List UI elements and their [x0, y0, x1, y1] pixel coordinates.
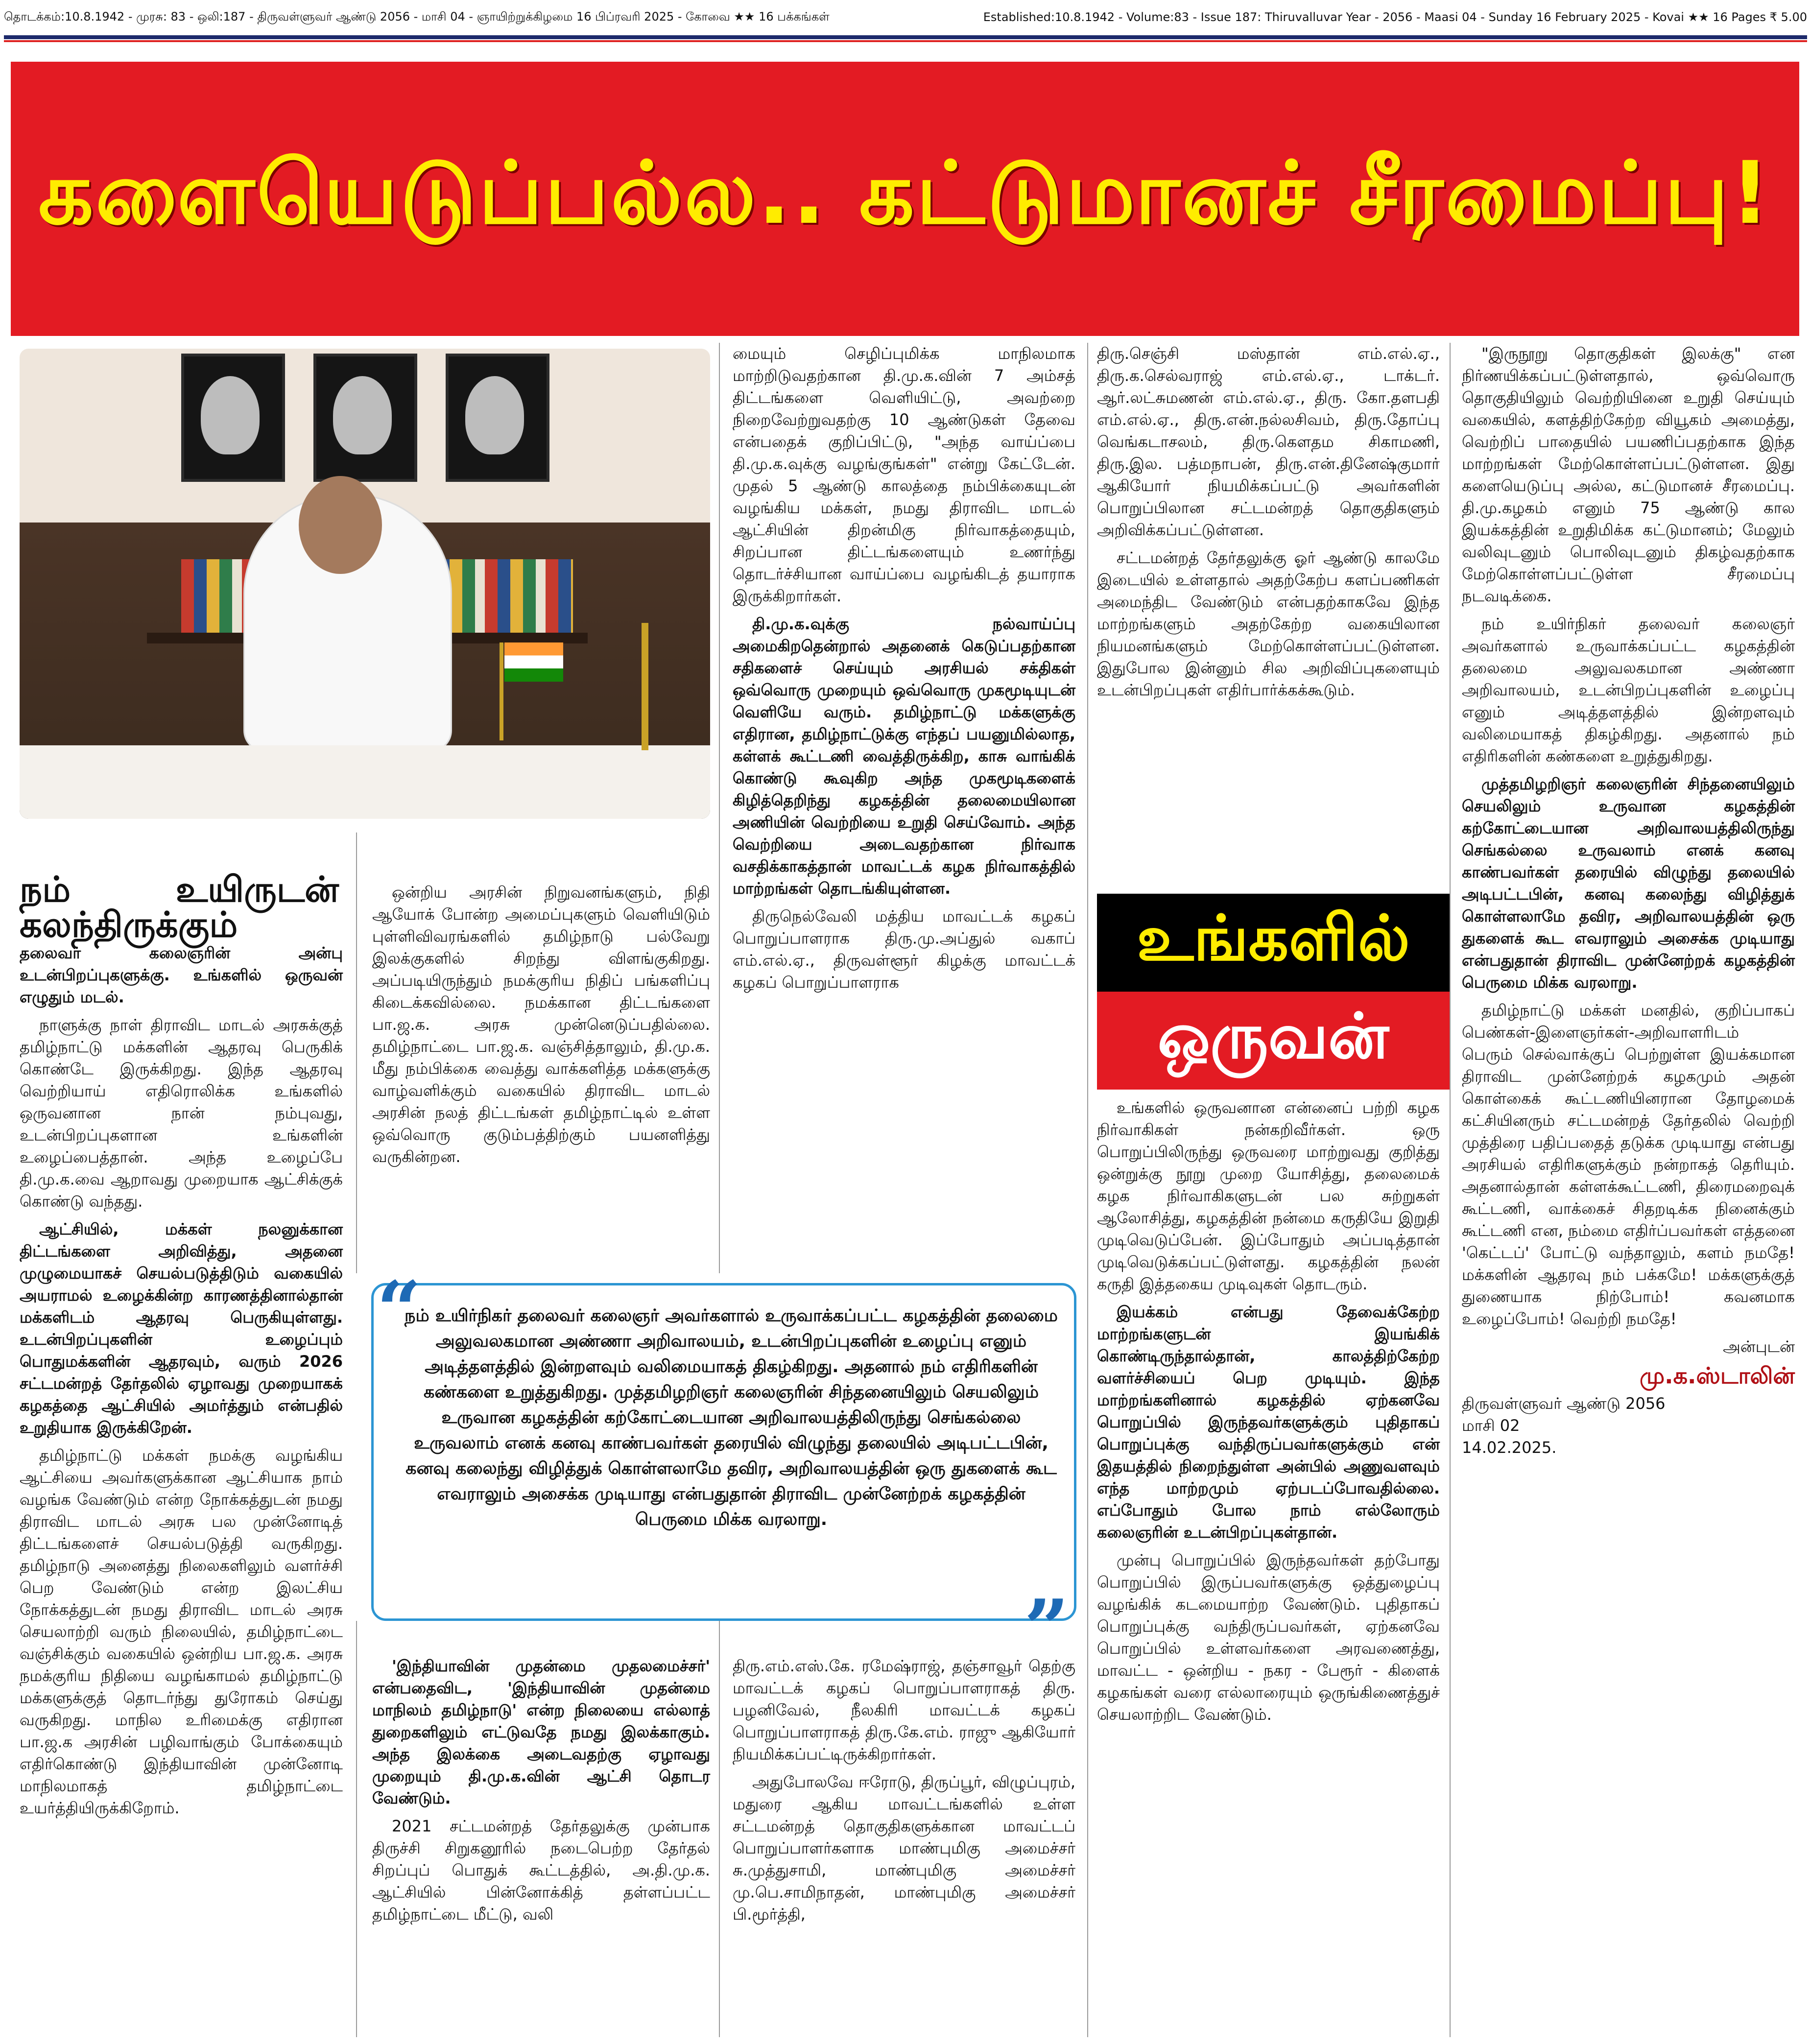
dateline: திருவள்ளுவர் ஆண்டு 2056 — [1462, 1394, 1666, 1413]
article-photo — [20, 349, 710, 819]
dateline: மாசி 02 — [1462, 1416, 1520, 1435]
column-rule — [356, 832, 357, 1273]
article-column-3-continued — [733, 1655, 1075, 2037]
paragraph-text: தலைவர் கலைஞரின் அன்பு உடன்பிறப்புகளுக்கு. உங்களில் ஒருவன் எழுதும் மடல். — [20, 944, 343, 1006]
signature: மு.க.ஸ்டாலின் — [1640, 1362, 1795, 1389]
headline-banner — [11, 62, 1799, 336]
portrait-frame — [446, 354, 549, 482]
dateline: 14.02.2025. — [1462, 1438, 1557, 1457]
article-column-5 — [1462, 343, 1795, 2037]
column-rule — [1087, 343, 1088, 2037]
article-paragraph: முத்தமிழறிஞர் கலைஞரின் சிந்தனையிலும் செயலிலும் உருவான கழகத்தின் கற்கோட்டையான அறிவாலயத்திலிருந்து செங்கல்லை உருவலாம் எனக் கனவு காண்பவர்கள் தரையில் விழுந்து தலையில் அடிபட்டபின், கனவு கலைந்து விழித்துக் கொள்ளலாமே தவிர, அறிவாலயத்தின் ஒரு துகளைக் கூட எவராலும் அசைக்க முடியாது என்பதுதான் திராவிட முன்னேற்றக் கழகத்தின் பெருமை மிக்க வரலாறு. — [1462, 775, 1795, 992]
column-heading-bottom: ஒருவன் — [1097, 992, 1450, 1090]
closing: அன்புடன் — [1723, 1337, 1795, 1356]
masthead-tamil: தொடக்கம்:10.8.1942 - முரசு: 83 - ஒலி:187 - திருவள்ளுவர் ஆண்டு 2056 - மாசி 04 - ஞாயிற்றுக்கிழமை 16 பிப்ரவரி 2025 - கோவை ★★ 16 பக்கங்கள் — [4, 9, 830, 24]
pull-quote-text: நம் உயிர்நிகர் தலைவர் கலைஞர் அவர்களால் உருவாக்கப்பட்ட கழகத்தின் தலைமை அலுவலகமான அண்ணா அறிவாலயம், உடன்பிறப்புகளின் உழைப்பு எனும் அடித்தளத்தில் இன்றளவும் வலிமையாகத் திகழ்கிறது. அதனால் நம் எதிரிகளின் கண்களை உறுத்துகிறது. முத்தமிழறிஞர் கலைஞரின் சிந்தனையிலும் செயலிலும் உருவான கழகத்தின் கற்கோட்டையான அறிவாலயத்திலிருந்து செங்கல்லை உருவலாம் எனக் கனவு காண்பவர்கள் தரையில் விழுந்து தலையில் அடிபட்டபின், கனவு கலைந்து விழித்துக் கொள்ளலாமே தவிர, அறிவாலயத்தின் ஒரு துகளைக் கூட எவராலும் அசைக்க முடியாது என்பதுதான் திராவிட முன்னேற்றக் கழகத்தின் பெருமை மிக்க வரலாறு. — [405, 1306, 1058, 1529]
person-head — [299, 476, 382, 574]
article-paragraph: 'இந்தியாவின் முதன்மை முதலமைச்சர்' என்பதைவிட, 'இந்தியாவின் முதன்மை மாநிலம் தமிழ்நாடு' என்ற நிலையை எல்லாத் துறைகளிலும் எட்டுவதே நமது இலக்காகும். அந்த இலக்கை அடைவதற்கு ஏழாவது முறையும் தி.மு.க.வின் ஆட்சி தொடர வேண்டும். — [372, 1657, 710, 1807]
article-paragraph: திருநெல்வேலி மத்திய மாவட்டக் கழகப் பொறுப்பாளராக திரு.மு.அப்துல் வகாப் எம்.எல்.ஏ., திருவள்ளூர் கிழக்கு மாவட்டக் கழகப் பொறுப்பாளராக — [733, 907, 1075, 992]
flag-pole — [500, 642, 503, 740]
lion-capital-icon — [642, 623, 648, 750]
masthead-english: Established:10.8.1942 - Volume:83 - Issue 187: Thiruvalluvar Year - 2056 - Maasi 04 - Sunday 16 February 2025 - Kovai ★★ 16 Pages ₹ 5.00 — [983, 10, 1807, 24]
article-column-3 — [733, 343, 1075, 1273]
article-paragraph: உங்களில் ஒருவனான என்னைப் பற்றி கழக நிர்வாகிகள் நன்கறிவீர்கள். ஒரு பொறுப்பிலிருந்து ஒருவரை மாற்றுவது குறித்து ஒன்றுக்கு நூறு முறை யோசித்து, தலைமைக் கழக நிர்வாகிகளுடன் பல சுற்றுகள் ஆலோசித்து, கழகத்தின் நன்மை கருதியே இறுதி முடிவெடுப்பேன். இப்போதும் அப்படித்தான் முடிவெடுக்கப்பட்டுள்ளது. கழகத்தின் நலன் கருதி இத்தகைய முடிவுகள் தொடரும். — [1097, 1098, 1440, 1293]
column-rule — [356, 1621, 357, 2037]
column-rule — [1450, 343, 1451, 2037]
column-heading-box — [1097, 894, 1450, 1090]
article-paragraph: ஆட்சியில், மக்கள் நலனுக்கான திட்டங்களை அறிவித்து, அதனை முழுமையாகச் செயல்படுத்திடும் வகையில் அயராமல் உழைக்கின்ற காரணத்தினால்தான் மக்களிடம் ஆதரவு பெருகியுள்ளது. உடன்பிறப்புகளின் உழைப்பும் பொதுமக்களின் ஆதரவும், வரும் 2026 சட்டமன்றத் தேர்தலில் ஏழாவது முறையாகக் கழகத்தை ஆட்சியில் அமர்த்தும் என்பதில் உறுதியாக இருக்கிறேன். — [20, 1220, 343, 1437]
article-paragraph: மையும் செழிப்புமிக்க மாநிலமாக மாற்றிடுவதற்கான தி.மு.க.வின் 7 அம்சத் திட்டங்களை வெளியிட்டு, அவற்றை நிறைவேற்றுவதற்கு 10 ஆண்டுகள் தேவை என்பதைக் குறிப்பிட்டு, "அந்த வாய்ப்பை தி.மு.க.வுக்கு வழங்குங்கள்" என்று கேட்டேன். முதல் 5 ஆண்டு காலத்தை நம்பிக்கையுடன் வழங்கிய மக்கள், நமது திராவிட மாடல் ஆட்சியின் திறன்மிகு நிர்வாகத்தையும், சிறப்பான திட்டங்களையும் உணர்ந்து தொடர்ச்சியான வாய்ப்பை வழங்கிடத் தயாராக இருக்கிறார்கள். — [733, 344, 1075, 605]
article-paragraph: முன்பு பொறுப்பில் இருந்தவர்கள் தற்போது பொறுப்பில் இருப்பவர்களுக்கு ஒத்துழைப்பு வழங்கிக் கடமையாற்ற வேண்டும். புதிதாகப் பொறுப்புக்கு வந்திருப்பவர்கள், ஏற்கனவே பொறுப்பில் உள்ளவர்களை அரவணைத்து, மாவட்ட - ஒன்றிய - நகர - பேரூர் - கிளைக் கழகங்கள் வரை எல்லாரையும் ஒருங்கிணைத்துச் செயலாற்றிட வேண்டும். — [1097, 1551, 1440, 1724]
article-paragraph: தமிழ்நாட்டு மக்கள் மனதில், குறிப்பாகப் பெண்கள்-இளைஞர்கள்-அறிவாளரிடம் பெரும் செல்வாக்குப் பெற்றுள்ள இயக்கமான திராவிட முன்னேற்றக் கழகமும் அதன் கொள்கைக் கூட்டணியினரான தோழமைக் கட்சியினரும் சட்டமன்றத் தேர்தலில் வெற்றி முத்திரை பதிப்பதைத் தடுக்க முடியாது என்பது அரசியல் எதிரிகளுக்கும் நன்றாகத் தெரியும். அதனால்தான் கள்ளக்கூட்டணி, திரைமறைவுக் கூட்டணி, வாக்கைச் சிதறடிக்க நினைக்கும் கூட்டணி என, நம்மை எதிர்ப்பவர்கள் எத்தனை 'கெட்டப்' போட்டு வந்தாலும், களம் நமதே! மக்களின் ஆதரவு நம் பக்கமே! மக்களுக்குத் துணையாக நிற்போம்! கவனமாக உழைப்போம்! வெற்றி நமதே! — [1462, 1001, 1795, 1328]
article-paragraph: அதுபோலவே ஈரோடு, திருப்பூர், விழுப்புரம், மதுரை ஆகிய மாவட்டங்களில் உள்ள சட்டமன்றத் தொகுதிகளுக்கான மாவட்டப் பொறுப்பாளர்களாக மாண்புமிகு அமைச்சர் சு.முத்துசாமி, மாண்புமிகு அமைச்சர் மு.பெ.சாமிநாதன், மாண்புமிகு அமைச்சர் பி.மூர்த்தி, — [733, 1773, 1075, 1924]
article-column-2 — [372, 881, 710, 1273]
article-column-1 — [20, 869, 343, 2037]
article-paragraph: சட்டமன்றத் தேர்தலுக்கு ஓர் ஆண்டு காலமே இடையில் உள்ளதால் அதற்கேற்ப களப்பணிகள் அமைந்திட வேண்டும் என்பதற்காகவே இந்த மாற்றங்களும் அதற்கேற்ற வகையிலான நியமனங்களும் மேற்கொள்ளப்பட்டுள்ளன. இதுபோல இன்னும் சில அறிவிப்புகளையும் உடன்பிறப்புகள் எதிர்பார்க்கக்கூடும். — [1097, 548, 1440, 699]
article-paragraph: "இருநூறு தொகுதிகள் இலக்கு" என நிர்ணயிக்கப்பட்டுள்ளதால், ஒவ்வொரு தொகுதியிலும் வெற்றியினை உறுதி செய்யும் வகையில், களத்திற்கேற்ற வியூகம் அமைத்து, வெற்றிப் பாதையில் பயணிப்பதற்காக இந்த மாற்றங்கள் மேற்கொள்ளப்பட்டுள்ளன. இது களையெடுப்பு அல்ல, கட்டுமானச் சீரமைப்பு. தி.மு.கழகம் எனும் 75 ஆண்டு கால இயக்கத்தின் உறுதிமிக்க கட்டுமானம்; மேலும் வலிவுடனும் பொலிவுடனும் திகழ்வதற்காக மேற்கொள்ளப்பட்டுள்ள சீரமைப்பு நடவடிக்கை. — [1462, 344, 1795, 605]
article-paragraph: இயக்கம் என்பது தேவைக்கேற்ற மாற்றங்களுடன் இயங்கிக் கொண்டிருந்தால்தான், காலத்திற்கேற்ற வளர்ச்சியைப் பெற முடியும். இந்த மாற்றங்களினால் கழகத்தில் ஏற்கனவே பொறுப்பில் இருந்தவர்களுக்கும் புதிதாகப் பொறுப்புக்கு வந்திருப்பவர்களுக்கும் என் இதயத்தில் நிறைந்துள்ள அன்பில் அணுவளவும் எந்த மாற்றமும் ஏற்படப்போவதில்லை. எப்போதும் போல நாம் எல்லோரும் கலைஞரின் உடன்பிறப்புகள்தான். — [1097, 1303, 1440, 1542]
column-rule — [719, 343, 720, 1273]
desk — [20, 745, 710, 819]
article-paragraph — [20, 869, 343, 1008]
portrait-frame — [313, 354, 417, 482]
article-paragraph: திரு.எம்.எஸ்.கே. ரமேஷ்ராஜ், தஞ்சாவூர் தெற்கு மாவட்டக் கழகப் பொறுப்பாளராகத் திரு. பழனிவேல், நீலகிரி மாவட்டக் கழகப் பொறுப்பாளராகத் திரு.கே.எம். ராஜு ஆகியோர் நியமிக்கப்பட்டிருக்கிறார்கள். — [733, 1657, 1075, 1763]
article-paragraph: 2021 சட்டமன்றத் தேர்தலுக்கு முன்பாக திருச்சி சிறுகனூரில் நடைபெற்ற தேர்தல் சிறப்புப் பொதுக் கூட்டத்தில், அ.தி.மு.க. ஆட்சியில் பின்னோக்கித் தள்ளப்பட்ட தமிழ்நாட்டை மீட்டு, வலி — [372, 1817, 710, 1924]
masthead-rule — [4, 35, 1807, 39]
article-paragraph: ஒன்றிய அரசின் நிறுவனங்களும், நிதி ஆயோக் போன்ற அமைப்புகளும் வெளியிடும் புள்ளிவிவரங்களில் தமிழ்நாடு பல்வேறு இலக்குகளில் சிறந்து விளங்குகிறது. அப்படியிருந்தும் நமக்குரிய நிதிப் பங்களிப்பு கிடைக்கவில்லை. நமக்கான திட்டங்களை பா.ஜ.க. அரசு முன்னெடுப்பதில்லை. தமிழ்நாட்டை பா.ஜ.க. வஞ்சித்தாலும், தி.மு.க. மீது நம்பிக்கை வைத்து வாக்களித்த மக்களுக்கு வாழ்வளிக்கும் வகையில் திராவிட மாடல் அரசின் நலத் திட்டங்கள் தமிழ்நாட்டில் உள்ள ஒவ்வொரு குடும்பத்திற்கும் பயனளித்து வருகின்றன. — [372, 883, 710, 1166]
masthead-rule-red — [4, 40, 1807, 42]
article-paragraph: நம் உயிர்நிகர் தலைவர் கலைஞர் அவர்களால் உருவாக்கப்பட்ட கழகத்தின் தலைமை அலுவலகமான அண்ணா அறிவாலயம், உடன்பிறப்புகளின் உழைப்பு எனும் அடித்தளத்தில் இன்றளவும் வலிமையாகத் திகழ்கிறது. அதனால் நம் எதிரிகளின் கண்களை உறுத்துகிறது. — [1462, 615, 1795, 765]
portrait-frame — [181, 354, 285, 482]
drop-cap-lead: நம் உயிருடன் கலந்திருக்கும் — [20, 869, 339, 945]
article-column-4-continued — [1097, 1097, 1440, 2037]
article-column-4 — [1097, 343, 1440, 886]
column-heading-top: உங்களில் — [1097, 894, 1450, 992]
open-quote-icon: “ — [377, 1264, 422, 1356]
close-quote-icon: ” — [1024, 1582, 1069, 1674]
masthead — [4, 2, 1807, 32]
pull-quote — [371, 1264, 1076, 1674]
article-paragraph: நாளுக்கு நாள் திராவிட மாடல் அரசுக்குத் தமிழ்நாட்டு மக்களின் ஆதரவு பெருகிக் கொண்டே இருக்கிறது. இந்த ஆதரவு வெற்றியாய் எதிரொலிக்க உங்களில் ஒருவனான நான் நம்புவது, உடன்பிறப்புகளான உங்களின் உழைப்பைத்தான். அந்த உழைப்பே தி.மு.க.வை ஆறாவது முறையாக ஆட்சிக்குக் கொண்டு வந்தது. — [20, 1016, 343, 1211]
headline: களையெடுப்பல்ல.. கட்டுமானச் சீரமைப்பு! — [38, 143, 1772, 243]
article-paragraph: தமிழ்நாட்டு மக்கள் நமக்கு வழங்கிய ஆட்சியை அவர்களுக்கான ஆட்சியாக நாம் வழங்க வேண்டும் என்ற நோக்கத்துடன் நமது திராவிட மாடல் அரசு பல முன்னோடித் திட்டங்களைச் செயல்படுத்தி வருகிறது. தமிழ்நாடு அனைத்து நிலைகளிலும் வளர்ச்சி பெற வேண்டும் என்ற இலட்சிய நோக்கத்துடன் நமது திராவிட மாடல் அரசு செயலாற்றி வரும் நிலையில், தமிழ்நாட்டை வஞ்சிக்கும் வகையில் ஒன்றிய பா.ஜ.க. அரசு நமக்குரிய நிதியை வழங்காமல் தமிழ்நாட்டு மக்களுக்குத் தொடர்ந்து துரோகம் செய்து வருகிறது. மாநில உரிமைக்கு எதிரான பா.ஜ.க அரசின் பழிவாங்கும் போக்கையும் எதிர்கொண்டு இந்தியாவின் முன்னோடி மாநிலமாகத் தமிழ்நாட்டை உயர்த்தியிருக்கிறோம். — [20, 1446, 343, 1817]
india-flag-icon — [504, 642, 563, 682]
article-paragraph: திரு.செஞ்சி மஸ்தான் எம்.எல்.ஏ., திரு.க.செல்வராஜ் எம்.எல்.ஏ., டாக்டர். ஆர்.லட்சுமணன் எம்.எல்.ஏ., திரு. கோ.தளபதி எம்.எல்.ஏ., திரு.என்.நல்லசிவம், திரு.தோப்பு வெங்கடாசலம், திரு.கௌதம சிகாமணி, திரு.இல. பத்மநாபன், திரு.என்.தினேஷ்குமார் ஆகியோர் நியமிக்கப்பட்டு அவர்களின் பொறுப்பிலான சட்டமன்றத் தொகுதிகளும் அறிவிக்கப்பட்டுள்ளன. — [1097, 344, 1440, 539]
article-paragraph: தி.மு.க.வுக்கு நல்வாய்ப்பு அமைகிறதென்றால் அதனைக் கெடுப்பதற்கான சதிகளைச் செய்யும் அரசியல் சக்திகள் ஒவ்வொரு முறையும் ஒவ்வொரு முகமூடியுடன் வெளியே வரும். தமிழ்நாட்டு மக்களுக்கு எதிரான, தமிழ்நாட்டுக்கு எந்தப் பயனுமில்லாத, கள்ளக் கூட்டணி வைத்திருக்கிற, காசு வாங்கிக் கொண்டு கூவுகிற அந்த முகமூடிகளைக் கிழித்தெறிந்து கழகத்தின் தலைமையிலான அணியின் வெற்றியை உறுதி செய்வோம். அந்த வெற்றியை அடைவதற்கான நிர்வாக வசதிக்காகத்தான் மாவட்டக் கழக நிர்வாகத்தில் மாற்றங்கள் தொடங்கியுள்ளன. — [733, 615, 1075, 898]
column-rule — [719, 1621, 720, 2037]
article-column-2-continued — [372, 1655, 710, 2037]
